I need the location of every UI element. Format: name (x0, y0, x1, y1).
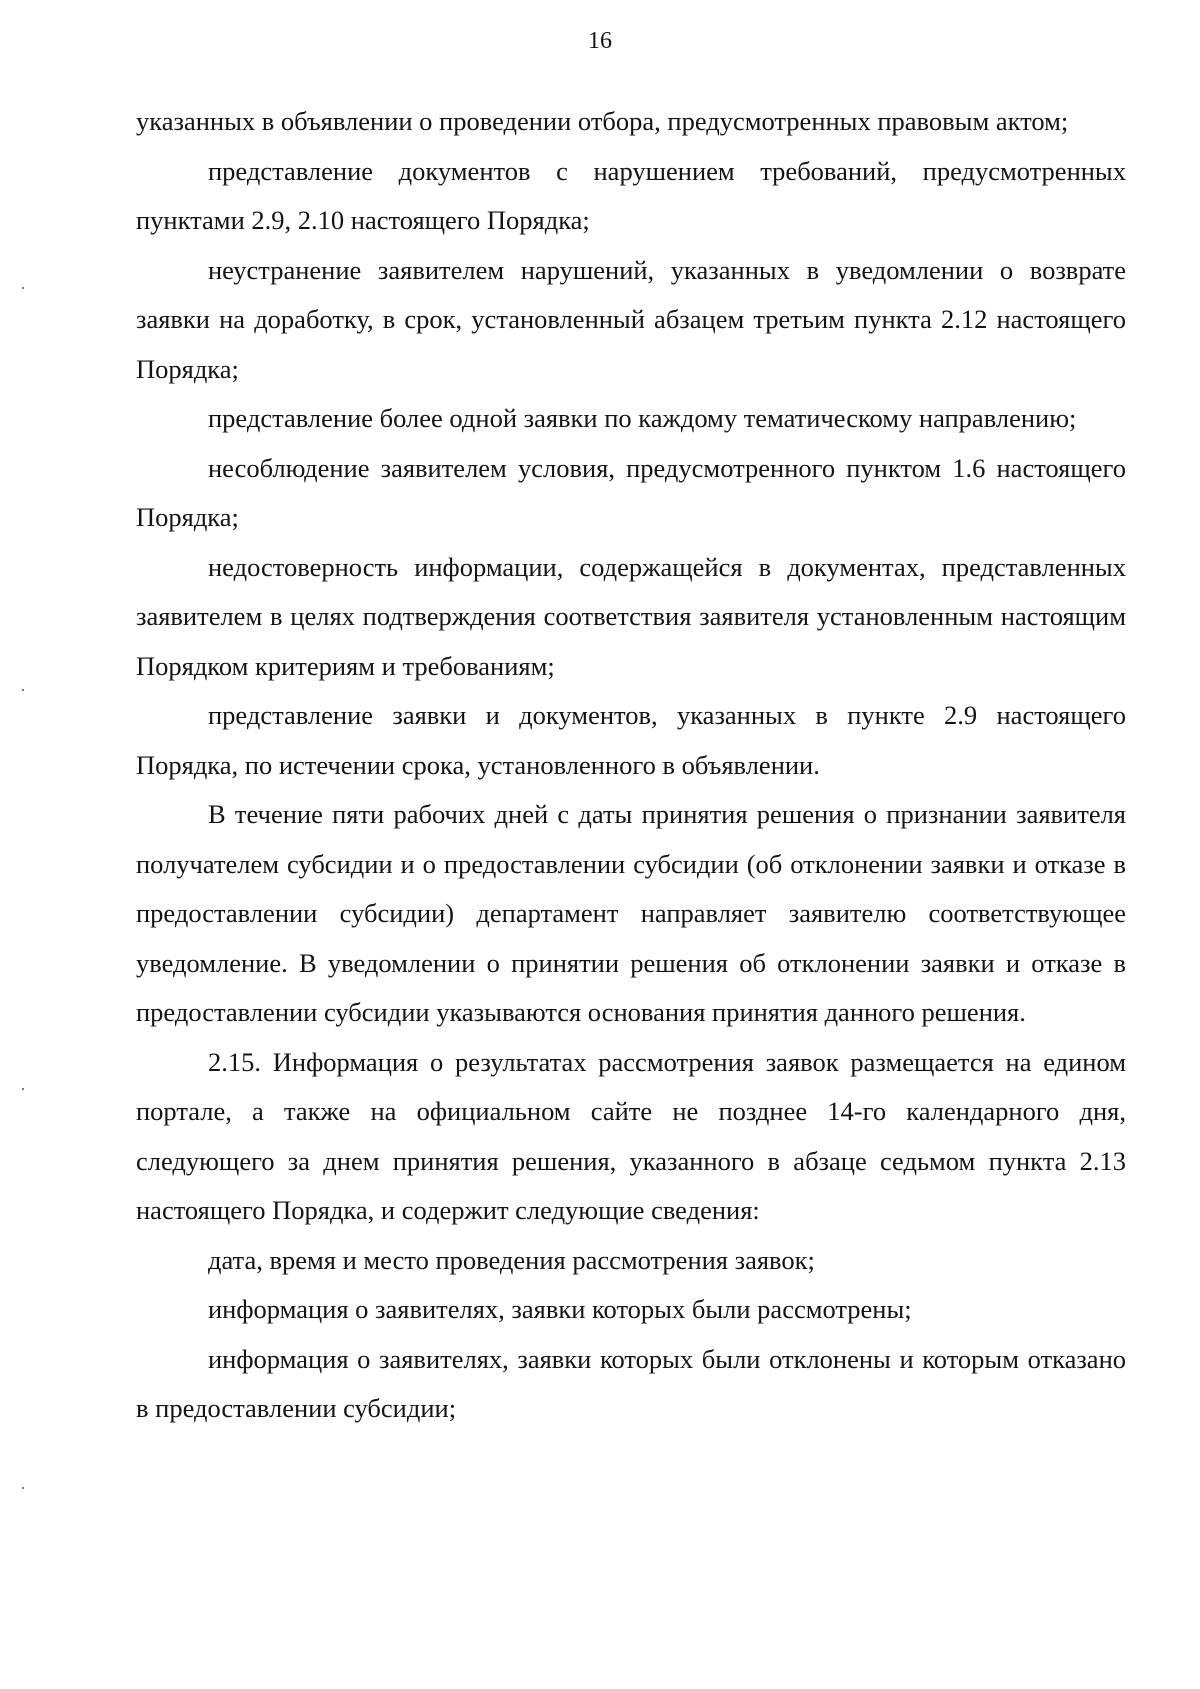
scan-mark (22, 1487, 24, 1489)
paragraph-notification: В течение пяти рабочих дней с даты принятия решения о признании заявителя получателем субсидии и о предоставлении субсидии (об отклонении заявки и отказе в предоставлении субсидии) департамент направляет заявителю соответствующее уведомление. В уведомлении о принятии решения об отклонении заявки и отказе в предоставлении субсидии указываются основания принятия данного решения. (136, 799, 1126, 1027)
paragraph-list-item: представление заявки и документов, указанных в пункте 2.9 настоящего Порядка, по истечении срока, установленного в объявлении. (136, 700, 1126, 780)
paragraph-list-item: недостоверность информации, содержащейся в документах, представленных заявителем в целях подтверждения соответствия заявителя установленным настоящим Порядком критериям и требованиям; (136, 551, 1126, 681)
scan-mark (22, 1088, 24, 1090)
paragraph-list-item: представление документов с нарушением требований, предусмотренных пунктами 2.9, 2.10 настоящего Порядка; (136, 155, 1126, 235)
scan-mark (22, 689, 24, 691)
paragraph-section-2-15: 2.15. Информация о результатах рассмотрения заявок размещается на едином портале, а также на официальном сайте не позднее 14-го календарного дня, следующего за днем принятия решения, указанного в абзаце седьмом пункта 2.13 настоящего Порядка, и содержит следующие сведения: (136, 1046, 1126, 1225)
page-number: 16 (588, 28, 612, 54)
paragraph-list-item: неустранение заявителем нарушений, указанных в уведомлении о возврате заявки на доработку, в срок, установленный абзацем третьим пункта 2.12 настоящего Порядка; (136, 254, 1126, 384)
paragraph-continuation: указанных в объявлении о проведении отбора, предусмотренных правовым актом; (136, 106, 1069, 136)
scan-mark (22, 287, 24, 289)
paragraph-list-item: информация о заявителях, заявки которых были рассмотрены; (208, 1294, 912, 1324)
paragraph-list-item: представление более одной заявки по каждому тематическому направлению; (208, 403, 1077, 433)
paragraph-list-item: дата, время и место проведения рассмотрения заявок; (208, 1244, 815, 1275)
document-body (136, 97, 1126, 1434)
paragraph-list-item: несоблюдение заявителем условия, предусмотренного пунктом 1.6 настоящего Порядка; (136, 452, 1126, 532)
paragraph-list-item: информация о заявителях, заявки которых были отклонены и которым отказано в предоставлении субсидии; (136, 1343, 1126, 1423)
